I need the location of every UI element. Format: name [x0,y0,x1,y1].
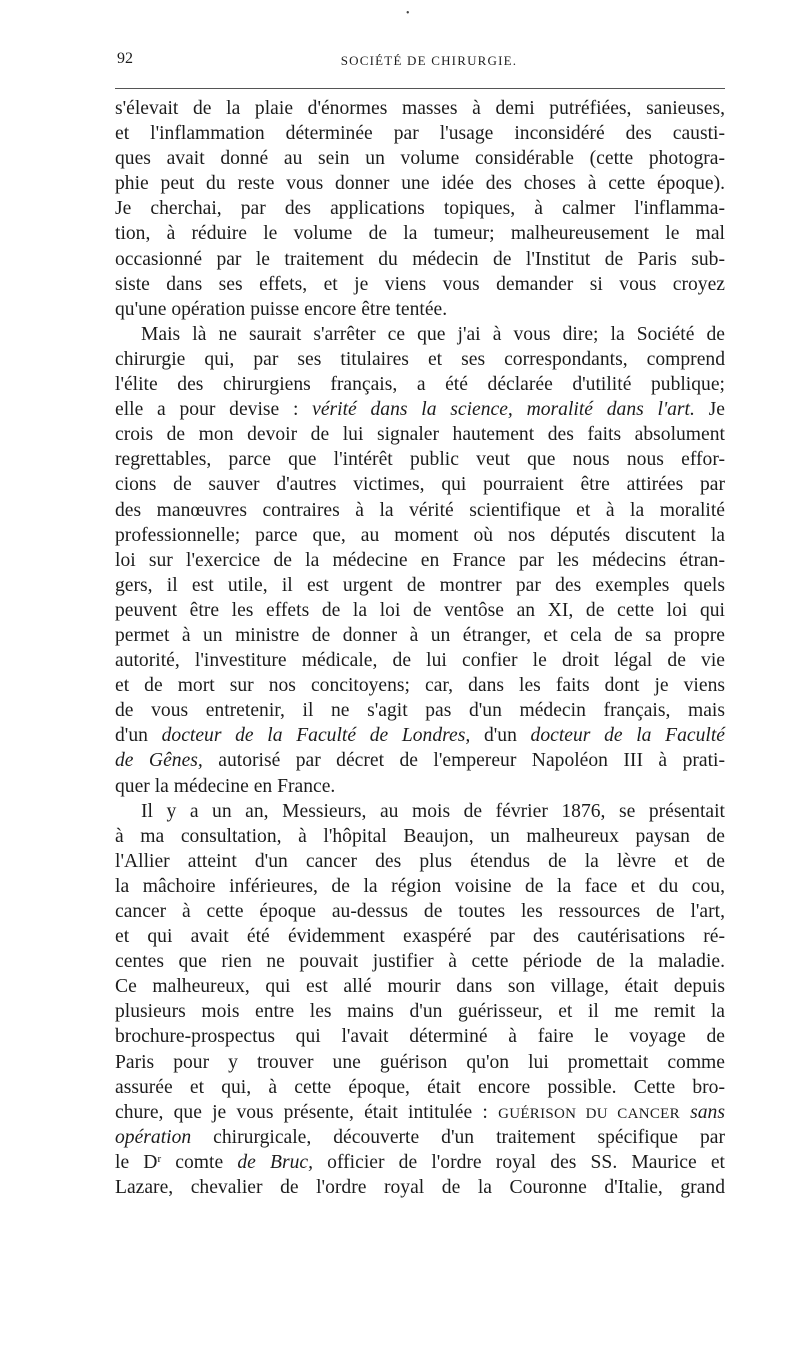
text-segment: comte [161,1151,238,1173]
text-line: autorité, l'investiture médicale, de lui confier le droit légal de vie [115,650,725,672]
brochure-title: GUÉRISON DU CANCER [498,1105,680,1122]
running-head-title: SOCIÉTÉ DE CHIRURGIE. [340,53,518,68]
text-segment: le D [115,1151,158,1173]
text-line [115,723,725,748]
text-segment: chirurgicale, découverte d'un traitement spécifique par [191,1126,725,1148]
text-line: regrettables, parce que l'intérêt public veut que nous nous effor- [115,449,725,471]
text-line: et qui avait été évidemment exaspéré par des cautérisations ré- [115,926,725,948]
text-segment: d'un [470,725,531,747]
italic-title: de Gênes, [115,750,203,772]
text-line: phie peut du reste vous donner une idée des choses à cette époque). [115,173,725,195]
text-line: Paris pour y trouver une guérison qu'on lui promettait comme [115,1051,725,1073]
header-rule [115,88,725,89]
text-segment: elle a pour devise : [115,399,313,421]
text-line: professionnelle; parce que, au moment où nos députés discutent la [115,524,725,546]
text-line [115,1100,725,1125]
text-segment: d'un [115,725,162,747]
text-line: et l'inflammation déterminée par l'usage inconsidéré des causti- [115,123,725,145]
text-line: peuvent être les effets de la loi de ventôse an XI, de cette loi qui [115,599,725,621]
text-line: gers, il est utile, il est urgent de montrer par des exemples quels [115,574,725,596]
text-line: loi sur l'exercice de la médecine en France par les médecins étran- [115,549,725,571]
text-line: assurée et qui, à cette époque, était encore possible. Cette bro- [115,1076,725,1098]
page-number: 92 [117,50,133,67]
text-line: Je cherchai, par des applications topiques, à calmer l'inflamma- [115,198,725,220]
text-line: plusieurs mois entre les mains d'un guérisseur, et il me remit la [115,1001,725,1023]
text-line: ques avait donné au sein un volume considérable (cette photogra- [115,148,725,170]
text-line: des manœuvres contraires à la vérité scientifique et à la moralité [115,499,725,521]
text-line: s'élevait de la plaie d'énormes masses à demi putréfiées, sanieuses, [115,98,725,119]
text-line [115,1150,725,1175]
text-segment: autorisé par décret de l'empereur Napoléon III à prati- [202,750,725,772]
text-line: la mâchoire inférieures, de la région voisine de la face et du cou, [115,875,725,897]
text-segment: chure, que je vous présente, était intitulée : [115,1101,499,1123]
text-line: siste dans ses effets, et je viens vous demander si vous croyez [115,273,725,295]
text-line: brochure-prospectus qui l'avait déterminé à faire le voyage de [115,1026,725,1048]
text-line: de vous entretenir, il ne s'agit pas d'un médecin français, mais [115,700,725,722]
text-line: permet à un ministre de donner à un étranger, et cela de sa propre [115,624,725,646]
motto-text: vérité dans la science, moralité dans l'art. [312,399,695,421]
text-line: Lazare, chevalier de l'ordre royal de la Couronne d'Italie, grand [115,1177,725,1199]
text-line [115,397,725,422]
text-line: Il y a un an, Messieurs, au mois de février 1876, se présentait [141,800,725,822]
text-segment: Je [694,399,725,421]
text-line: tion, à réduire le volume de la tumeur; malheureusement le mal [115,223,725,245]
text-line: Ce malheureux, qui est allé mourir dans son village, était depuis [115,976,725,998]
text-line: et de mort sur nos concitoyens; car, dans les faits dont je viens [115,675,725,697]
text-line: occasionné par le traitement du médecin de l'Institut de Paris sub- [115,248,725,270]
text-line: l'élite des chirurgiens français, a été déclarée d'utilité publique; [115,374,725,396]
italic-title: docteur de la Faculté [530,725,725,747]
text-line [115,1125,725,1150]
top-mark: • [406,8,410,19]
body-text [115,96,725,1200]
text-line: cions de sauver d'autres victimes, qui pourraient être attirées par [115,474,725,496]
text-line: Mais là ne saurait s'arrêter ce que j'ai à vous dire; la Société de [141,323,725,345]
text-line: qu'une opération puisse encore être tentée. [115,298,448,320]
italic-title: docteur de la Faculté de Londres, [161,725,471,747]
text-line: à ma consultation, à l'hôpital Beaujon, un malheureux paysan de [115,825,725,847]
text-line: cancer à cette époque au-dessus de toutes les ressources de l'art, [115,901,725,922]
italic-name: de Bruc, [237,1151,314,1173]
italic-text: sans [679,1101,725,1123]
text-line: l'Allier atteint d'un cancer des plus étendus de la lèvre et de [115,850,725,872]
text-line: chirurgie qui, par ses titulaires et ses correspondants, comprend [115,348,725,370]
italic-text: opération [115,1126,192,1148]
text-segment: officier de l'ordre royal des SS. Maurice et [313,1151,725,1173]
text-line: centes que rien ne pouvait justifier à cette période de la maladie. [115,951,725,973]
text-line: quer la médecine en France. [115,775,336,797]
text-line: crois de mon devoir de lui signaler hautement des faits absolument [115,424,725,446]
text-line [115,748,725,773]
superscript: r [157,1152,162,1165]
running-head [115,50,725,72]
